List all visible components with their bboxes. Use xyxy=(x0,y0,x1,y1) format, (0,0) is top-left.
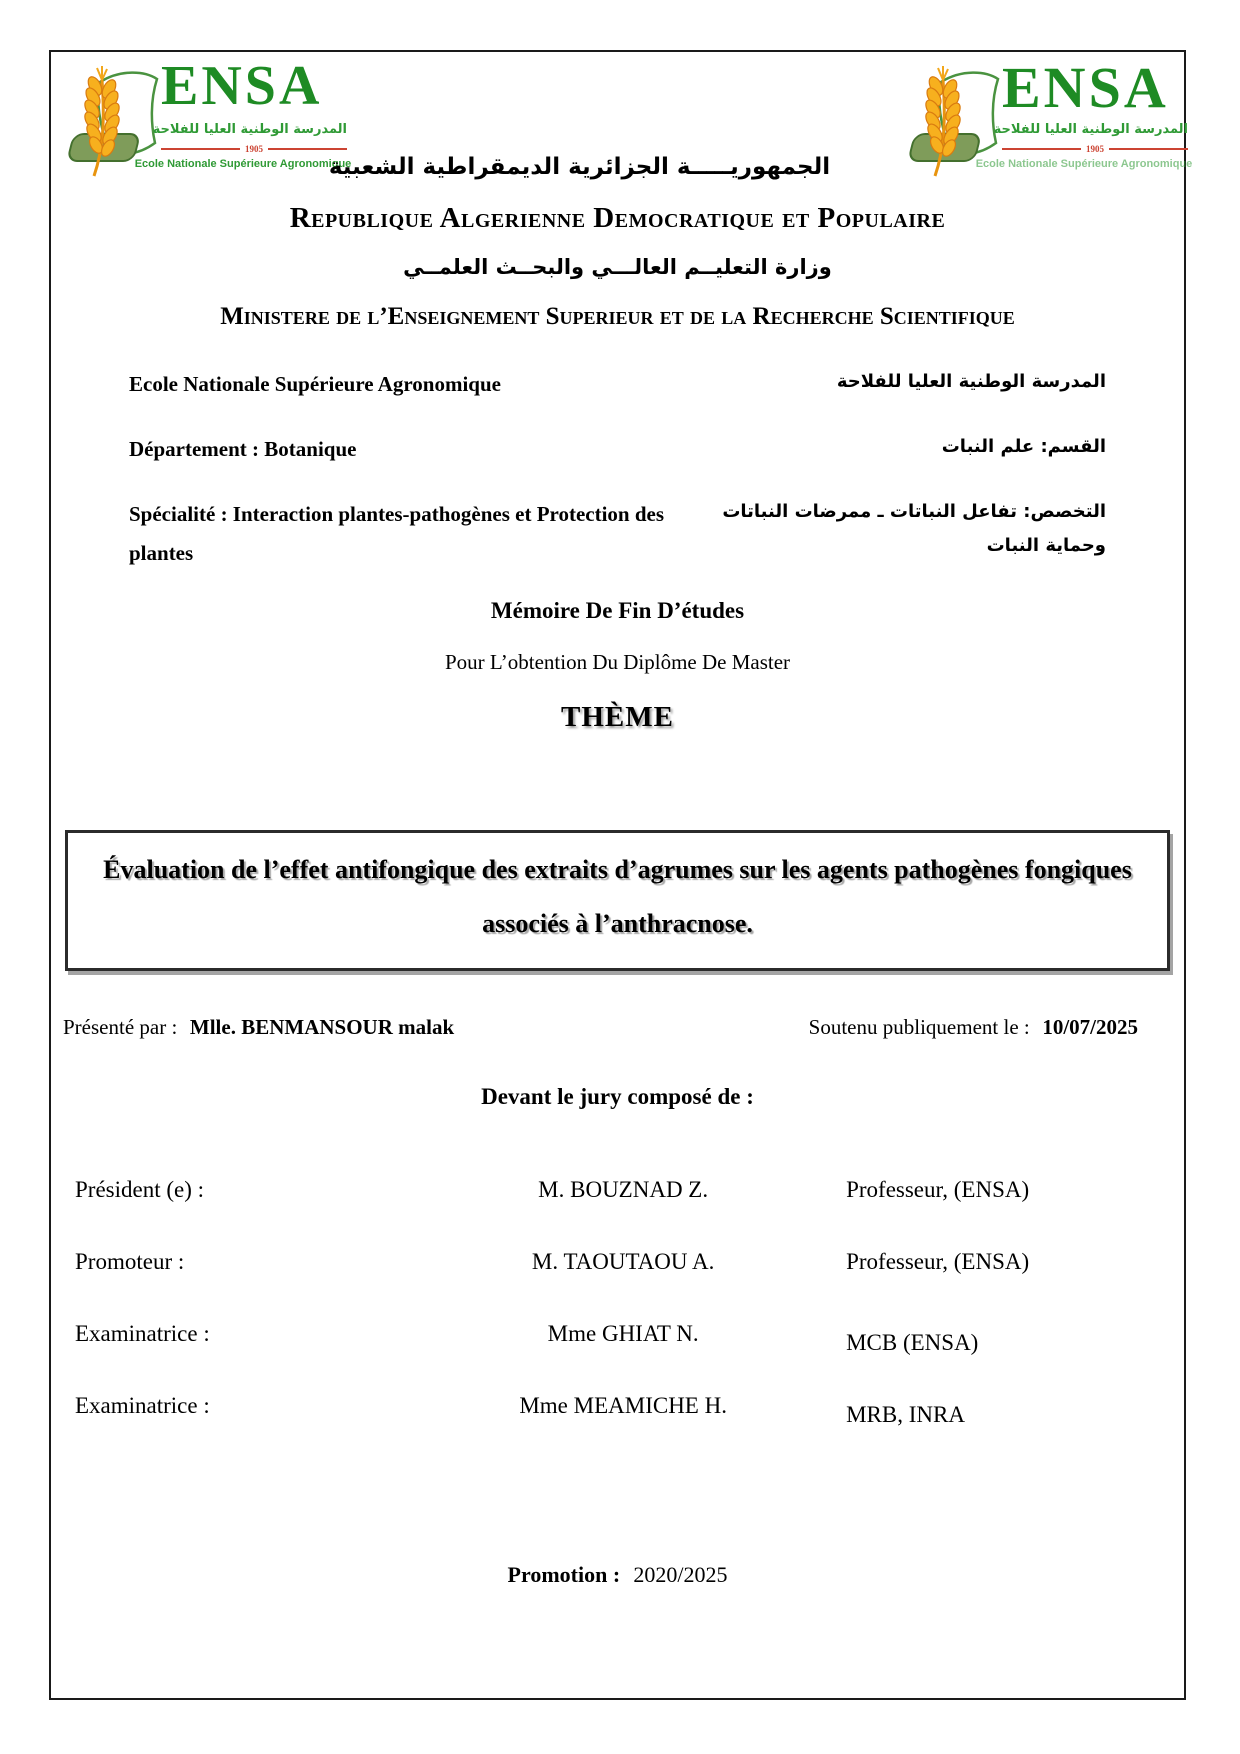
theme-box xyxy=(65,830,1170,971)
ministry-title-french: Ministere de l’Enseignement Superieur et de la Recherche Scientifique xyxy=(220,303,1015,330)
logo-arabic-name: المدرسة الوطنية العليا للفلاحة xyxy=(993,122,1188,137)
theme-label: THÈME xyxy=(561,701,674,734)
defense-date-line xyxy=(809,1015,1138,1040)
presentation-row xyxy=(51,1015,1184,1040)
department-row xyxy=(129,430,1106,469)
promotion-line xyxy=(51,1562,1184,1588)
jury-role: Examinatrice : xyxy=(75,1392,210,1418)
logo-year-row xyxy=(1002,144,1188,154)
department-arabic: القسم: علم النبات xyxy=(941,435,1106,457)
memoir-subtitle: Pour L’obtention Du Diplôme De Master xyxy=(444,650,791,675)
red-rule xyxy=(1109,148,1188,150)
jury-title: Professeur, (ENSA) xyxy=(846,1176,1030,1202)
presented-by xyxy=(63,1015,454,1040)
jury-role: Président (e) : xyxy=(75,1176,205,1202)
logo-year: 1905 xyxy=(1086,144,1104,154)
presented-by-label: Présenté par : xyxy=(63,1014,178,1039)
logo-year: 1905 xyxy=(245,144,263,154)
school-name-french: Ecole Nationale Supérieure Agronomique xyxy=(129,372,501,396)
defense-date-label: Soutenu publiquement le : xyxy=(808,1014,1030,1039)
memoir-title: Mémoire De Fin D’études xyxy=(490,598,745,624)
department-french: Département : Botanique xyxy=(129,436,357,461)
red-rule xyxy=(161,148,240,150)
logo-year-row xyxy=(161,144,347,154)
specialty-french: Spécialité : Interaction plantes-pathogènes et Protection des plantes xyxy=(129,501,665,565)
page-border-frame xyxy=(49,50,1193,1700)
jury-name: Mme GHIAT N. xyxy=(547,1320,699,1346)
ensa-logo-left xyxy=(65,55,357,178)
promotion-value: 2020/2025 xyxy=(633,1561,728,1587)
logo-acronym: ENSA xyxy=(161,55,323,117)
jury-name: Mme MEAMICHE H. xyxy=(519,1392,727,1418)
jury-title: MCB (ENSA) xyxy=(846,1329,979,1355)
logo-full-name: Ecole Nationale Supérieure Agronomique xyxy=(975,158,1193,170)
header-row xyxy=(51,52,1193,180)
promotion-label: Promotion : xyxy=(507,1561,621,1587)
jury-name: M. TAOUTAOU A. xyxy=(531,1248,715,1274)
defense-date: 10/07/2025 xyxy=(1042,1014,1138,1039)
school-name-arabic: المدرسة الوطنية العليا للفلاحة xyxy=(836,371,1106,392)
jury-heading: Devant le jury composé de : xyxy=(481,1083,754,1109)
jury-title: MRB, INRA xyxy=(846,1401,965,1427)
jury-role: Examinatrice : xyxy=(75,1320,210,1346)
specialty-row xyxy=(129,495,1106,573)
school-row xyxy=(129,365,1106,404)
red-rule xyxy=(268,148,347,150)
header-center xyxy=(328,66,906,180)
red-rule xyxy=(1002,148,1081,150)
logo-full-name: Ecole Nationale Supérieure Agronomique xyxy=(134,158,352,170)
institution-block xyxy=(51,365,1184,572)
republic-title-arabic: الجمهوريـــــة الجزائرية الديمقراطية الشعبية xyxy=(328,154,831,180)
jury-table xyxy=(51,1154,1184,1442)
ensa-logo-right xyxy=(906,55,1193,178)
jury-title: Professeur, (ENSA) xyxy=(846,1248,1030,1274)
jury-role: Promoteur : xyxy=(75,1248,185,1274)
republic-title-french: Republique Algerienne Democratique et Populaire xyxy=(289,202,946,234)
specialty-arabic: التخصص: تفاعل النباتات ـ ممرضات النباتات وحماية النبات xyxy=(722,500,1106,556)
candidate-name: Mlle. BENMANSOUR malak xyxy=(189,1014,455,1039)
logo-acronym: ENSA xyxy=(1002,55,1169,120)
jury-name: M. BOUZNAD Z. xyxy=(538,1176,709,1202)
ministry-title-arabic: وزارة التعليــم العالـــي والبحــث العلمــي xyxy=(403,255,832,279)
logo-arabic-name: المدرسة الوطنية العليا للفلاحة xyxy=(152,122,347,137)
theme-text: Évaluation de l’effet antifongique des extraits d’agrumes sur les agents pathogènes fongiques associés à l’anthracnose. xyxy=(103,855,1132,938)
